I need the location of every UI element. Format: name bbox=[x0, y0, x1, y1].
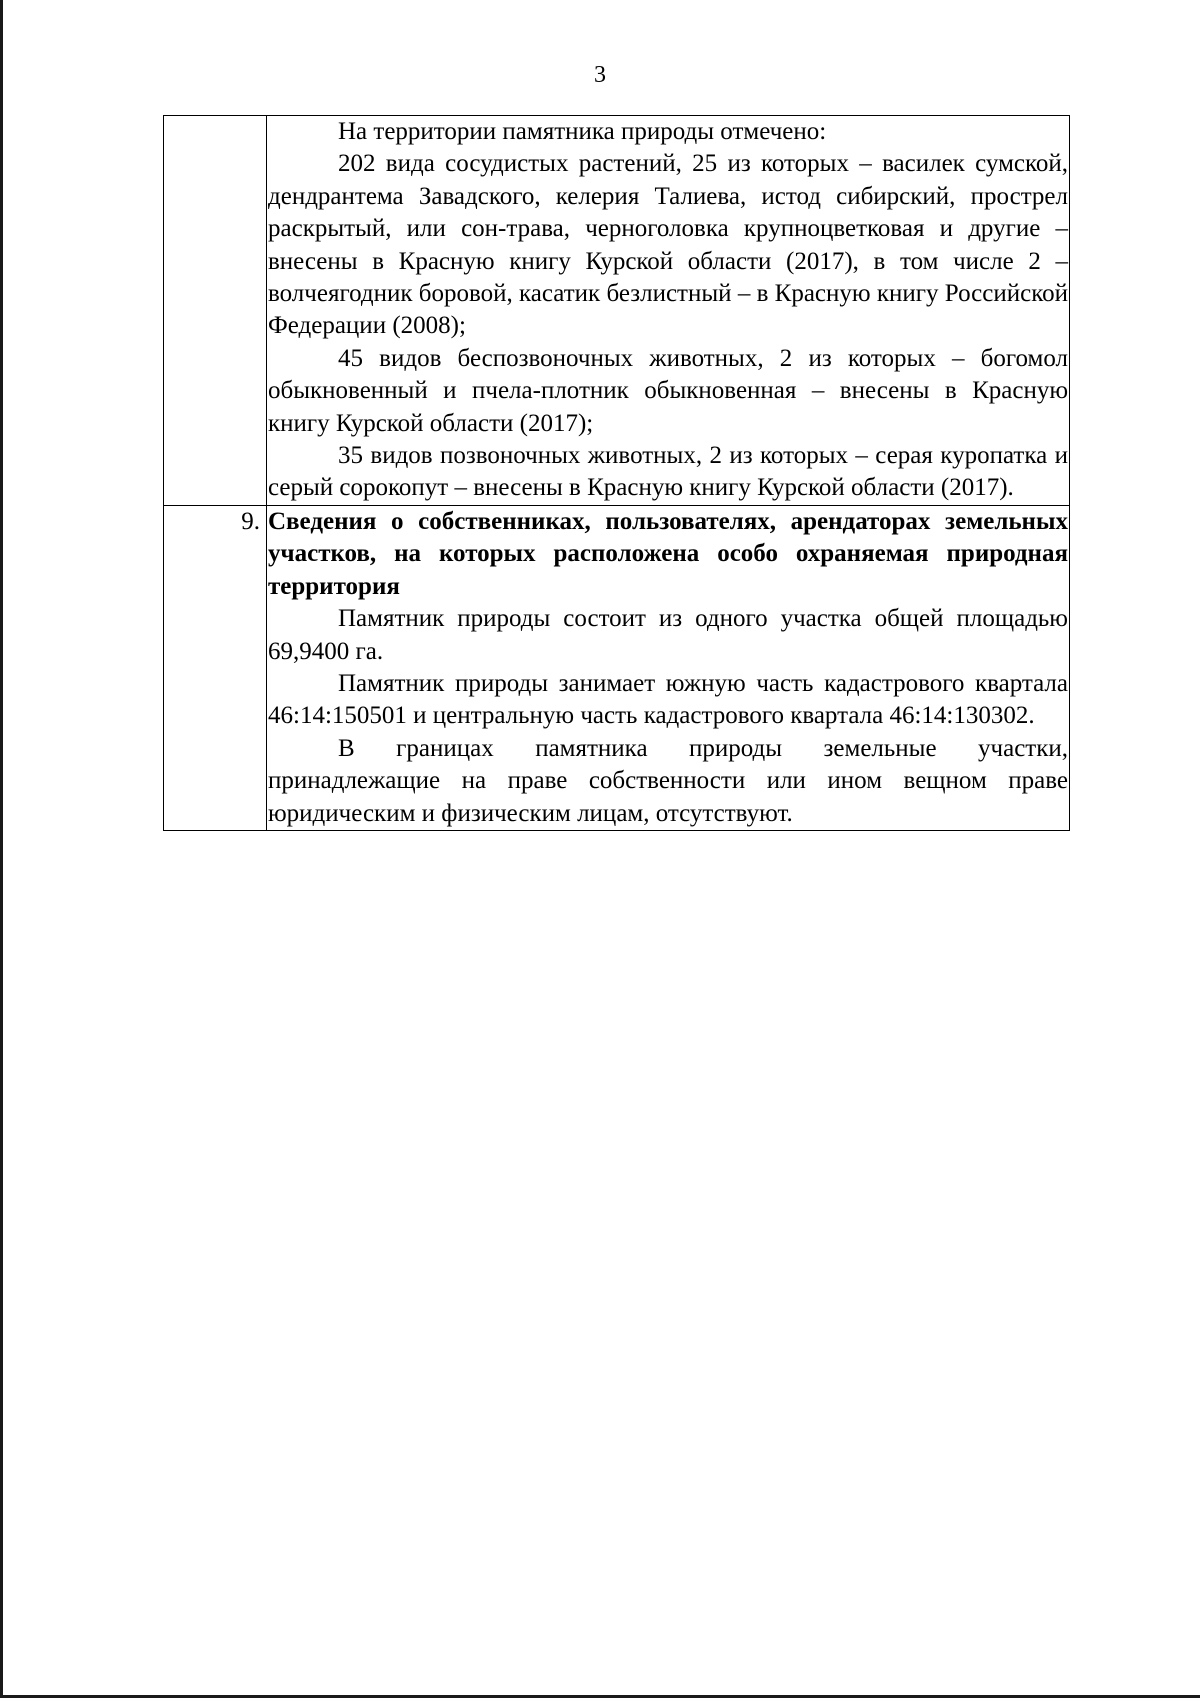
page-number: 3 bbox=[594, 62, 606, 88]
row-text-cell bbox=[267, 505, 1070, 830]
species-plants: 202 вида сосудистых растений, 25 из которых – василек сумской, дендрантема Завадского, келерия Талиева, истод сибирский, прострел раскрытый, или сон-трава, черноголовка крупноцветковая и другие – внесены в Красную книгу Курской области (2017), в том числе 2 – волчеягодник боровой, касатик безлистный – в Красную книгу Российской Федерации (2008); bbox=[268, 150, 1068, 340]
section-heading: Сведения о собственниках, пользователях, арендаторах земельных участков, на которых расположена особо охраняемая природная территория bbox=[268, 507, 1068, 600]
cadastral-paragraph: Памятник природы занимает южную часть кадастрового квартала 46:14:150501 и центральную часть кадастрового квартала 46:14:130302. bbox=[268, 669, 1068, 730]
species-vertebrates: 35 видов позвоночных животных, 2 из которых – серая куропатка и серый сорокопут – внесены в Красную книгу Курской области (2017). bbox=[268, 442, 1068, 502]
table-row-species bbox=[164, 116, 1070, 506]
species-invertebrates: 45 видов беспозвоночных животных, 2 из которых – богомол обыкновенный и пчела-плотник обыкновенная – внесены в Красную книгу Курской области (2017); bbox=[268, 344, 1068, 437]
row-number-cell bbox=[164, 116, 267, 506]
row-number-cell: 9. bbox=[164, 505, 267, 830]
ownership-paragraph: В границах памятника природы земельные участки, принадлежащие на праве собственности или ином вещном праве юридическим и физическим лицам, отсутствуют. bbox=[268, 734, 1068, 827]
scan-edge-left bbox=[0, 0, 3, 1698]
table-row-owners bbox=[164, 505, 1070, 830]
passport-table bbox=[163, 115, 1070, 831]
species-intro: На территории памятника природы отмечено: bbox=[338, 118, 827, 145]
row-text-cell bbox=[267, 116, 1070, 506]
area-paragraph: Памятник природы состоит из одного участка общей площадью 69,9400 га. bbox=[268, 605, 1068, 665]
